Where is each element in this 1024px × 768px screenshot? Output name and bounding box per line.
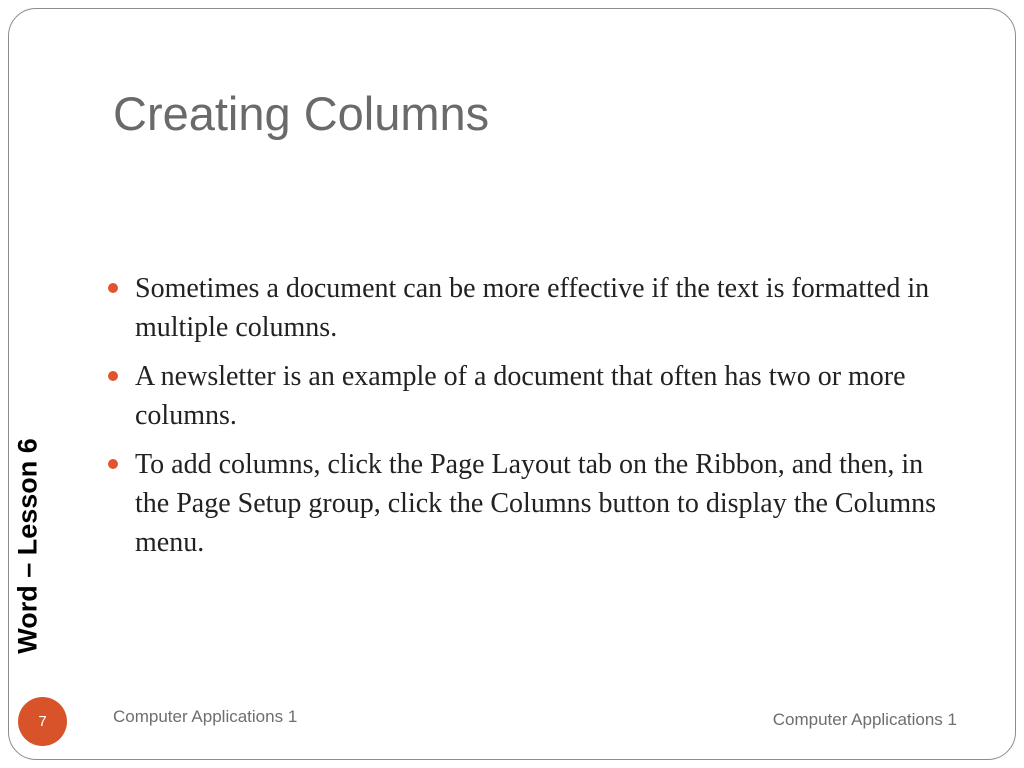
- bullet-dot-icon: [108, 371, 118, 381]
- bullet-item: [107, 357, 947, 435]
- footer-left: Computer Applications 1: [113, 707, 298, 726]
- bullet-item: [107, 445, 947, 562]
- bullet-text: A newsletter is an example of a document that often has two or more columns.: [135, 361, 906, 431]
- side-lesson-label: Word – Lesson 6: [12, 438, 43, 654]
- bullet-dot-icon: [108, 459, 118, 469]
- footer-right: Computer Applications 1: [772, 710, 957, 729]
- page-number-badge: [18, 697, 67, 746]
- slide-title: Creating Columns: [113, 87, 490, 140]
- bullet-text: To add columns, click the Page Layout tab on the Ribbon, and then, in the Page Setup group, click the Columns button to display the Columns menu.: [135, 449, 937, 558]
- bullet-item: [107, 269, 947, 347]
- bullet-dot-icon: [108, 283, 118, 293]
- bullet-list: [107, 269, 947, 572]
- page-number: 7: [38, 713, 47, 730]
- bullet-text: Sometimes a document can be more effective if the text is formatted in multiple columns.: [135, 273, 930, 343]
